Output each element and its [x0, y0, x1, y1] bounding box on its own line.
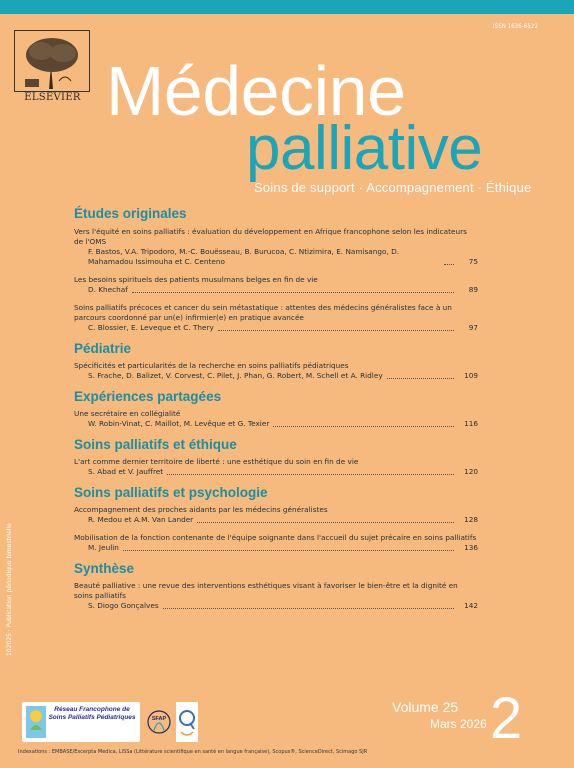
section [74, 437, 478, 477]
entry-authors: S. Frache, D. Balizet, V. Corvest, C. Pilet, J. Phan, G. Robert, M. Schell et A. Ridley [88, 371, 383, 380]
section-title: Expériences partagées [74, 389, 222, 404]
toc-entry[interactable] [74, 457, 478, 477]
entry-page: 109 [464, 371, 478, 380]
entry-page: 97 [468, 323, 478, 332]
section [74, 561, 478, 611]
section [74, 206, 478, 333]
top-bar [0, 0, 574, 14]
toc-entry[interactable] [74, 409, 478, 429]
q-emblem-icon [176, 702, 198, 742]
entry-authors: S. Diogo Gonçalves [88, 601, 159, 610]
entry-title: Accompagnement des proches aidants par les médecins généralistes [74, 505, 328, 514]
q-logo[interactable] [176, 702, 198, 742]
journal-title-line1: Médecine [106, 52, 406, 130]
toc-entry[interactable] [74, 361, 478, 381]
entry-authors: M. Jeulin [88, 543, 119, 552]
entry-authors: W. Robin-Vinat, C. Maillot, M. Levêque et G. Texier [88, 419, 270, 428]
entry-title: Vers l'équité en soins palliatifs : évaluation du développement en Afrique francophone selon les indicateurs de l'OMS [74, 227, 467, 246]
issue-date: Mars 2026 [430, 717, 487, 731]
entry-page: 120 [464, 467, 478, 476]
toc-entry[interactable] [74, 275, 478, 295]
entry-authors: C. Blossier, E. Leveque et C. Thery [88, 323, 214, 332]
issn: ISSN 1636-6522 [492, 23, 538, 30]
entry-authors: F. Bastos, V.A. Tripodoro, M.-C. Bouësseau, B. Burucoa, C. Ntizimira, E. Namisango, D. Mahamadou Issimouha et C. Centeno [88, 247, 400, 266]
butterfly-icon [26, 706, 46, 738]
volume: Volume 25 [392, 699, 459, 715]
elsevier-logo[interactable] [14, 30, 90, 104]
toc-entry[interactable] [74, 505, 478, 525]
sfap-logo-text: SFAP [151, 716, 167, 722]
publisher-name: ELSEVIER [24, 92, 81, 103]
section-title: Pédiatrie [74, 341, 132, 356]
entry-title: Spécificités et particularités de la recherche en soins palliatifs pédiatriques [74, 361, 349, 370]
section [74, 389, 478, 429]
toc-entry[interactable] [74, 581, 478, 611]
section-title: Synthèse [74, 561, 135, 576]
entry-title: L'art comme dernier territoire de liberté : une esthétique du soin en fin de vie [74, 457, 359, 466]
rfspp-logo-text: Réseau Francophone de Soins Palliatifs Pédiatriques [48, 706, 136, 721]
rfspp-logo[interactable] [22, 702, 140, 742]
entry-title: Soins palliatifs précoces et cancer du sein métastatique : attentes des médecins généralistes face à un parcours coordonné par un(e) infirmier(e) en pratique avancée [74, 303, 452, 322]
tree-icon [14, 30, 90, 92]
section [74, 485, 478, 553]
entry-page: 142 [464, 601, 478, 610]
entry-page: 75 [468, 257, 478, 266]
section-title: Soins palliatifs et éthique [74, 437, 237, 452]
section-title: Études originales [74, 206, 187, 221]
entry-title: Mobilisation de la fonction contenante de l'équipe soignante dans l'accueil du sujet précaire en soins palliatifs [74, 533, 477, 542]
journal-subtitle: Soins de support · Accompagnement · Éthique [254, 180, 532, 195]
entry-title: Une secrétaire en collégialité [74, 409, 181, 418]
entry-title: Les besoins spirituels des patients musulmans belges en fin de vie [74, 275, 318, 284]
sfap-emblem-icon [146, 702, 172, 742]
entry-authors: R. Medou et A.M. Van Lander [88, 515, 194, 524]
side-text: 102025 · Publication périodique bimestrielle [6, 523, 13, 656]
toc-entry[interactable] [74, 227, 478, 267]
entry-title: Beauté palliative : une revue des interventions esthétiques visant à favoriser le bien-être et la dignité en soins palliatifs [74, 581, 458, 600]
entry-page: 89 [468, 285, 478, 294]
sfap-logo[interactable] [146, 702, 172, 742]
journal-title-line2: palliative [246, 114, 483, 183]
entry-authors: S. Abad et V. Jauffret [88, 467, 164, 476]
indexing-line: Indexations : EMBASE/Excerpta Medica, LiSSa (Littérature scientifique en santé en langue française), Scopus®, ScienceDirect, Scimago SJR [18, 749, 368, 755]
entry-authors: D. Khechaf [88, 285, 128, 294]
entry-page: 128 [464, 515, 478, 524]
section-title: Soins palliatifs et psychologie [74, 485, 268, 500]
toc-entry[interactable] [74, 533, 478, 553]
entry-page: 136 [464, 543, 478, 552]
toc-entry[interactable] [74, 303, 478, 333]
section [74, 341, 478, 381]
table-of-contents [74, 206, 478, 611]
entry-page: 116 [464, 419, 478, 428]
issue-number: 2 [490, 686, 523, 751]
